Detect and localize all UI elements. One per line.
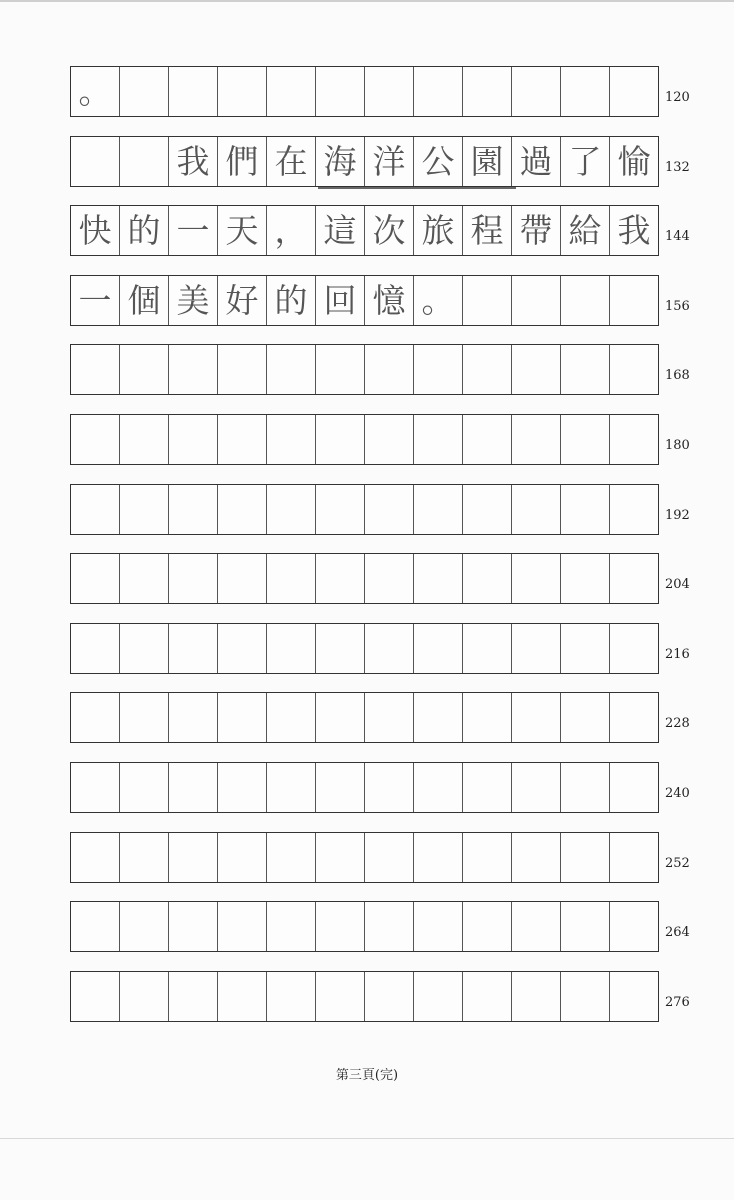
grid-cell [365, 693, 414, 742]
grid-cell [365, 345, 414, 394]
grid-cell [463, 693, 512, 742]
grid-cell [71, 624, 120, 673]
grid-row [70, 484, 659, 535]
grid-cell [365, 763, 414, 812]
grid-cell [218, 902, 267, 951]
grid-cell [71, 902, 120, 951]
grid-cell: 美 [169, 276, 218, 325]
row-character-count: 228 [665, 716, 690, 731]
grid-cell [414, 345, 463, 394]
grid-cell [120, 345, 169, 394]
grid-cell [463, 833, 512, 882]
grid-cell [120, 972, 169, 1021]
grid-cell: 。 [71, 67, 120, 116]
grid-cell [218, 972, 267, 1021]
grid-cell [463, 624, 512, 673]
grid-cell [120, 67, 169, 116]
grid-cell [414, 415, 463, 464]
row-character-count: 204 [665, 577, 690, 592]
grid-cell [414, 763, 463, 812]
grid-cell: 給 [561, 206, 610, 255]
row-character-count: 240 [665, 786, 690, 801]
grid-cell: 了 [561, 137, 610, 186]
row-character-count: 156 [665, 299, 690, 314]
grid-cell [218, 833, 267, 882]
grid-cell [71, 137, 120, 186]
grid-cell [561, 763, 610, 812]
grid-cell [512, 415, 561, 464]
grid-cell [267, 693, 316, 742]
grid-cell: 海 [316, 137, 365, 186]
grid-cell [561, 276, 610, 325]
grid-cell [316, 624, 365, 673]
grid-cell [610, 345, 658, 394]
grid-cell [120, 693, 169, 742]
grid-cell [316, 833, 365, 882]
grid-row [70, 275, 659, 326]
grid-cell [218, 485, 267, 534]
grid-cell: 個 [120, 276, 169, 325]
grid-cell [218, 415, 267, 464]
grid-cell [120, 624, 169, 673]
grid-cell [267, 415, 316, 464]
grid-cell: 好 [218, 276, 267, 325]
grid-cell: 愉 [617, 142, 651, 181]
grid-cell: 我 [169, 137, 218, 186]
grid-cell [414, 693, 463, 742]
grid-cell [365, 902, 414, 951]
grid-cell [218, 345, 267, 394]
grid-cell [414, 902, 463, 951]
grid-cell [169, 554, 218, 603]
grid-cell [71, 554, 120, 603]
row-character-count: 180 [665, 438, 690, 453]
grid-cell [120, 554, 169, 603]
row-character-count: 144 [665, 229, 690, 244]
grid-cell [512, 554, 561, 603]
grid-cell [561, 554, 610, 603]
grid-cell [610, 693, 658, 742]
grid-cell [365, 624, 414, 673]
grid-cell [267, 554, 316, 603]
grid-row [70, 414, 659, 465]
grid-cell [610, 972, 658, 1021]
grid-cell [610, 276, 658, 325]
grid-cell: 在 [267, 137, 316, 186]
handwritten-underline [318, 187, 516, 189]
grid-cell [267, 972, 316, 1021]
grid-cell [365, 67, 414, 116]
grid-cell [169, 67, 218, 116]
grid-cell: 旅 [414, 206, 463, 255]
grid-row [70, 344, 659, 395]
grid-cell [561, 345, 610, 394]
grid-cell [414, 485, 463, 534]
grid-cell [316, 972, 365, 1021]
grid-cell [169, 624, 218, 673]
grid-row [70, 66, 659, 117]
grid-cell [512, 833, 561, 882]
grid-cell [267, 902, 316, 951]
grid-cell [120, 485, 169, 534]
grid-cell [267, 763, 316, 812]
grid-cell [365, 485, 414, 534]
row-character-count: 168 [665, 368, 690, 383]
grid-cell: 們 [218, 137, 267, 186]
grid-cell [414, 554, 463, 603]
grid-cell [267, 485, 316, 534]
grid-cell [316, 67, 365, 116]
grid-cell [120, 902, 169, 951]
grid-cell [610, 624, 658, 673]
grid-cell [316, 345, 365, 394]
grid-cell [512, 624, 561, 673]
grid-cell: 這 [316, 206, 365, 255]
grid-cell [414, 67, 463, 116]
grid-cell [512, 345, 561, 394]
grid-cell [71, 415, 120, 464]
grid-cell: 天 [218, 206, 267, 255]
grid-cell [512, 693, 561, 742]
grid-cell [71, 833, 120, 882]
grid-cell: 過 [512, 137, 561, 186]
top-edge-line [0, 0, 734, 2]
grid-cell [169, 833, 218, 882]
grid-cell [561, 902, 610, 951]
grid-row [70, 553, 659, 604]
grid-cell [316, 902, 365, 951]
grid-cell [463, 485, 512, 534]
grid-cell [414, 624, 463, 673]
grid-cell: 公 [414, 137, 463, 186]
grid-row [70, 832, 659, 883]
grid-cell [71, 972, 120, 1021]
grid-cell [169, 763, 218, 812]
row-character-count: 216 [665, 647, 690, 662]
grid-cell [71, 693, 120, 742]
grid-cell [561, 415, 610, 464]
grid-cell [463, 902, 512, 951]
grid-row [70, 623, 659, 674]
grid-row [70, 136, 659, 187]
grid-cell [561, 624, 610, 673]
grid-cell [463, 763, 512, 812]
grid-cell [365, 415, 414, 464]
grid-cell: 程 [463, 206, 512, 255]
grid-cell [365, 554, 414, 603]
grid-cell [610, 415, 658, 464]
grid-cell [316, 415, 365, 464]
row-character-count: 276 [665, 995, 690, 1010]
grid-cell [120, 763, 169, 812]
grid-cell [267, 833, 316, 882]
grid-cell [169, 693, 218, 742]
grid-cell [71, 485, 120, 534]
bottom-edge-line [0, 1138, 734, 1139]
grid-cell [218, 693, 267, 742]
grid-cell [218, 554, 267, 603]
grid-cell: 的 [267, 276, 316, 325]
grid-cell [218, 763, 267, 812]
row-character-count: 192 [665, 508, 690, 523]
grid-cell: 。 [414, 276, 463, 325]
grid-cell [71, 345, 120, 394]
grid-cell [169, 972, 218, 1021]
grid-cell [512, 276, 561, 325]
grid-cell [316, 485, 365, 534]
grid-cell [120, 137, 169, 186]
grid-cell [120, 415, 169, 464]
grid-cell: 快 [71, 206, 120, 255]
grid-cell [463, 276, 512, 325]
grid-cell [512, 67, 561, 116]
grid-cell [218, 67, 267, 116]
grid-cell [365, 833, 414, 882]
grid-cell [610, 485, 658, 534]
grid-cell [561, 972, 610, 1021]
grid-cell [463, 554, 512, 603]
grid-cell: 的 [120, 206, 169, 255]
grid-cell [365, 972, 414, 1021]
grid-cell [610, 67, 658, 116]
grid-cell [561, 693, 610, 742]
grid-cell [218, 624, 267, 673]
row-character-count: 120 [665, 90, 690, 105]
grid-cell: 次 [365, 206, 414, 255]
grid-cell [610, 833, 658, 882]
grid-cell [512, 972, 561, 1021]
grid-cell [169, 415, 218, 464]
grid-cell [463, 972, 512, 1021]
grid-cell [463, 345, 512, 394]
grid-cell [316, 763, 365, 812]
grid-cell [610, 902, 658, 951]
grid-row [70, 901, 659, 952]
grid-cell: 憶 [365, 276, 414, 325]
grid-cell [512, 763, 561, 812]
grid-cell [267, 67, 316, 116]
grid-cell: ， [267, 206, 316, 255]
grid-cell [120, 833, 169, 882]
grid-cell [463, 67, 512, 116]
page-footer: 第三頁(完) [335, 1068, 399, 1083]
grid-cell [561, 833, 610, 882]
grid-cell [169, 485, 218, 534]
grid-cell [71, 763, 120, 812]
grid-row [70, 692, 659, 743]
grid-cell [463, 415, 512, 464]
grid-cell: 一 [169, 206, 218, 255]
grid-cell: 園 [463, 137, 512, 186]
grid-cell [414, 833, 463, 882]
grid-cell [610, 763, 658, 812]
grid-cell [512, 485, 561, 534]
grid-cell [169, 345, 218, 394]
grid-row [70, 971, 659, 1022]
grid-cell [267, 345, 316, 394]
grid-cell [316, 554, 365, 603]
row-character-count: 252 [665, 856, 690, 871]
grid-cell: 帶 [512, 206, 561, 255]
grid-cell: 洋 [365, 137, 414, 186]
grid-cell: 回 [316, 276, 365, 325]
grid-cell [561, 485, 610, 534]
row-character-count: 132 [665, 160, 690, 175]
grid-cell [169, 902, 218, 951]
grid-row [70, 762, 659, 813]
grid-cell [267, 624, 316, 673]
grid-cell [561, 67, 610, 116]
grid-cell [316, 693, 365, 742]
grid-row [70, 205, 659, 256]
row-character-count: 264 [665, 925, 690, 940]
grid-cell [414, 972, 463, 1021]
grid-cell: 我 [617, 211, 651, 250]
grid-cell: 一 [71, 276, 120, 325]
grid-cell [512, 902, 561, 951]
grid-cell [610, 554, 658, 603]
